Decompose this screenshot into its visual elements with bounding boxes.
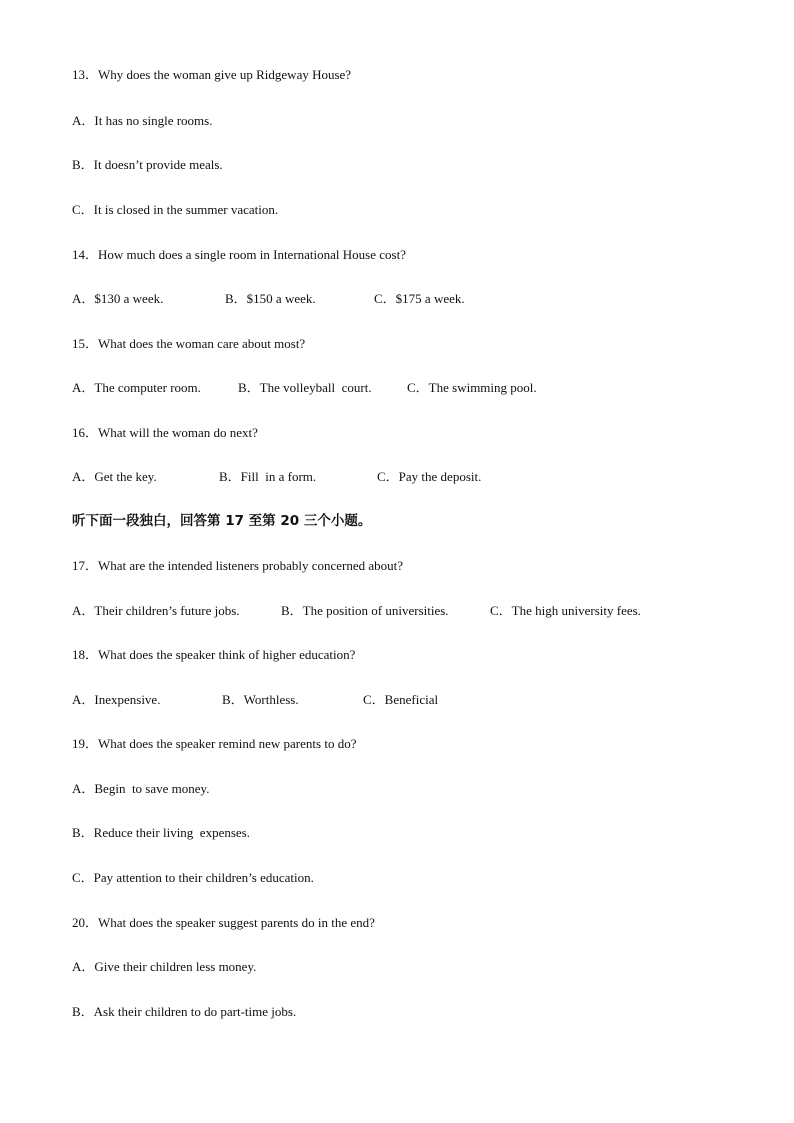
q13-option-a: A．It has no single rooms.: [72, 113, 213, 128]
q16-option-c: C．Pay the deposit.: [377, 469, 482, 484]
q18-option-a: A．Inexpensive.: [72, 692, 161, 707]
q17-option-a: A．Their children’s future jobs.: [72, 603, 240, 618]
q20-option-a: A．Give their children less money.: [72, 959, 257, 974]
q13-option-b: B．It doesn’t provide meals.: [72, 157, 223, 172]
q17-option-b: B．The position of universities.: [281, 603, 449, 618]
question-15: 15．What does the woman care about most?: [72, 336, 306, 351]
q16-option-a: A．Get the key.: [72, 469, 157, 484]
question-17: 17．What are the intended listeners probably concerned about?: [72, 558, 404, 573]
q20-option-b: B．Ask their children to do part-time jobs.: [72, 1004, 297, 1019]
question-16: 16．What will the woman do next?: [72, 425, 258, 440]
q19-option-a: A．Begin to save money.: [72, 781, 210, 796]
q17-option-c: C．The high university fees.: [490, 603, 641, 618]
q15-option-c: C．The swimming pool.: [407, 380, 537, 395]
q15-option-b: B．The volleyball court.: [238, 380, 372, 395]
q18-option-b: B．Worthless.: [222, 692, 299, 707]
q18-option-c: C．Beneficial: [363, 692, 439, 707]
question-13: 13．Why does the woman give up Ridgeway House?: [72, 67, 352, 82]
q19-option-c: C．Pay attention to their children’s education.: [72, 870, 314, 885]
q14-option-b: B．$150 a week.: [225, 291, 316, 306]
section-heading: 听下面一段独白，回答第 17 至第 20 三个小题。: [72, 513, 372, 529]
q19-option-b: B．Reduce their living expenses.: [72, 825, 250, 840]
question-18: 18．What does the speaker think of higher education?: [72, 647, 356, 662]
q14-option-c: C．$175 a week.: [374, 291, 465, 306]
question-20: 20．What does the speaker suggest parents do in the end?: [72, 915, 375, 930]
question-19: 19．What does the speaker remind new parents to do?: [72, 736, 357, 751]
q15-option-a: A．The computer room.: [72, 380, 201, 395]
question-14: 14．How much does a single room in International House cost?: [72, 247, 406, 262]
q14-option-a: A．$130 a week.: [72, 291, 164, 306]
q16-option-b: B．Fill in a form.: [219, 469, 317, 484]
q13-option-c: C．It is closed in the summer vacation.: [72, 202, 279, 217]
